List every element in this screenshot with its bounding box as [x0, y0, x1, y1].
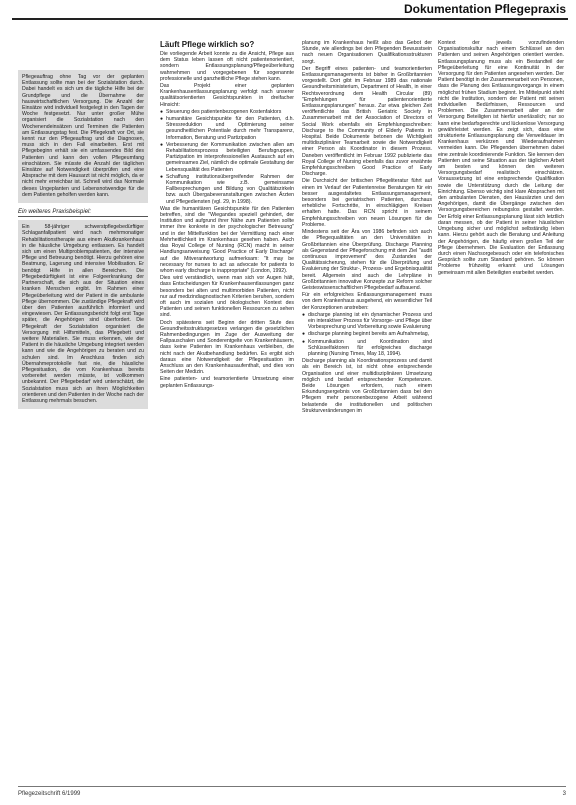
section-title: Dokumentation Pflegepraxis: [403, 2, 566, 16]
column-4: [438, 40, 564, 277]
info-box-2: [18, 220, 148, 409]
footer-source: Pflegezeitschrift 6/1999: [18, 791, 81, 797]
bullet-item: ● Steuerung des patientenbezogenen Kostenfaktors: [160, 109, 294, 115]
column-1: [18, 70, 148, 415]
box-2-text: Ein 58-jähriger schwerstpflegebedürftiger Schlaganfallpatient wird nach mehrmonatiger Rehabilitationstherapie aus einem Akutkrankenhaus in die häusliche Umgebung entlassen. Es handelt sich um einen Multiproblempatienten, der intensive Pflege und Betreuung benötigt. Hierzu gehören eine Beatmung, Lagerung und intensive Mobilisation. Er benötigt Hilfe in allen Bereichen. Die Pflegebedürftigkeit ist eine Folgeerkrankung der Partnerschaft, die sich aus der Situation eines kranken Menschen ergibt. Im Rahmen einer Pflegeüberleitung wird der Patient in die ambulante Pflege übernommen. Die zuständige Pflegekraft wird über den Patienten ausführlich informiert und eingewiesen. Der Entlassungsbericht folgt erst Tage später, die Angehörigen sind überfordert. Die Pflegekraft der Sozialstation organisiert die Versorgung mit Hilfsmitteln, das Pflegebett und weitere Materialien. Sie muss erkennen, wie der Patient in die häusliche Umgebung integriert werden kann und wie die Angehörigen zu beraten und zu schulen sind. Im Anschluss finden sich Übernahmeprotokolle fast nie, die häusliche Pflegesituation, die vom Krankenhaus bereits vorbereitet werden müsste, ist vollkommen unbekannt. Der Pflegebedarf wird unterschätzt, die Sozialstation muss sich an ihren Möglichkeiten orientieren und den Patienten in der Woche nach der Entlassung mehrmals besuchen.: [22, 224, 144, 404]
column-2: [160, 40, 294, 390]
paragraph: Was die humanitären Gesichtspunkte für den Patienten betreffen, sind die "Wiegandes speziell gehindert, der Institution und aufgrund ihrer Nähe zum Patienten sollte immer ihre konkrete in der psychologischer Betreuung" und in der Mittelfunktion bei der Vermittlung nach einer Mehrheitlichkeit im Krankenhaus gesehen haben. Auch das Royal College of Nursing (RCN) macht in seiner Handlungsanweisung 'Good Practice of Early Discharge' auf die Mitverantwortung aufmerksam: "It may be necessary for nurses to act as advocate for patients to whom early discharge is inappropriate" (London, 1992).: [160, 205, 294, 274]
bullet-item: ● Schaffung institutionsübergreifender Rahmen der Kommunikation wie z.B. gemeinsame Fallbesprechungen und Bildung von Qualitätszirkeln bzw. auch Übergabeveranstaltungen zwischen Ärzten und Pflegediensten (vgl. 29, in 1998).: [160, 174, 294, 205]
bullet-item: ● Verbesserung der Kommunikation zwischen allen am Rehabilitationsprozess beteiligten Berufsgruppen, Partizipation im interprofessionellen Austausch auf ein gemeinsames Ziel, nämlich die optimale Gestaltung der Lebensqualität des Patienten: [160, 142, 294, 173]
paragraph: Für ein erfolgreiches Entlassungsmanagement muss von dem Krankenhaus ausgehend, ein wesentlicher Teil der Konzeptionen anstreben:: [302, 292, 432, 311]
paragraph: Das Projekt einer geplanten Krankenhausentlassungsplanung verfolgt nach unserer qualitätsorientierten Gesichtspunkten in dreifacher Hinsicht:: [160, 83, 294, 108]
paragraph: Die vorliegende Arbeit konnte zu die Ansicht, Pflege aus dem Status leben lassen oft nicht patientenorientiert, sondern Entlassungsplanung/Pflegeüberleitung wahrnehmen und vorgegebenen für sogenannte professionelle und ganzheitliche Pflege stehen kann.: [160, 51, 294, 82]
bullet-item: ● discharge planning beginnt bereits am Aufnahmetag,: [302, 331, 432, 337]
info-box-1: [18, 70, 148, 203]
box-1-text: Pflegeauftrag ohne Tag vor der geplanten Entlassung sollte man bei der Sozialstation durch. Dabei handelt es sich um die tägliche Hilfe bei der Grundpflege und die Übernahme der hauswirtschaftlichen Versorgung. Die Anzahl der Einsätze wird individuell festgelegt in den Tagen der Woche festgesetzt. Nur unter großer Mühe organisiert die Sozialstation nach den Wochenendeinsätzen und Terminen die Patienten am Entlassungstag fest. Die Pflegekraft vor Ort, sie kennt nur den Pflegeauftrag und die Diagnosen, muss sich in den Fall einarbeiten. Erst mit Pflegebeginn erhält sie ein umfassendes Bild des Patienten und kann den vollen Pflegeumfang einschätzen. Sie müsste die Anzahl der täglichen Einsätze auf Notwendigkeit überprüfen und eine Absprache mit dem Hausarzt ist nicht möglich, da er nicht mehr erreichbar ist. Schnell wird das Normale dieses Ungeplanten und Lebensnotwendige für die dem Patienten geholfen werden kann.: [22, 74, 144, 198]
bullet-item: ● humanitäre Gesichtspunkte für den Patienten, d.h. Stressreduktion und Optimierung seiner gesundheitlichen Potentiale durch mehr Transparenz, Information, Beratung und Partizipation: [160, 116, 294, 141]
bullet-item: ● discharge planning ist ein dynamischer Prozess und ein interaktiver Prozess für Vorsorge- und Pflege über Vorbesprechung und Vorbereitung sowie Evaluierung: [302, 312, 432, 331]
paragraph: Eine patienten- und teamorientierte Umsetzung einer geplanten Entlassungs-: [160, 376, 294, 389]
subheading: Ein weiteres Praxisbeispiel:: [18, 209, 148, 217]
column-3: [302, 40, 432, 415]
article-heading: Läuft Pflege wirklich so?: [160, 40, 255, 49]
paragraph: Doch spätestens seit Beginn der dritten Stufe des Gesundheitsstrukturgesetzes verlangen die gesetzlichen Rahmenbedingungen im Zuge der Ausweitung der Fallpauschalen und Sonderentgelte von Krankenhäusern, dass keine Patienten im Krankenhaus verbleiben, die nicht nach der Akutbehandlung bedürfen. Es ergibt sich daraus eine Notwendigkeit der Pflegesituation im Anschluss an den Krankenhausaufenthalt, und dies von Seiten der Medizin.: [160, 319, 294, 376]
header-rule: [12, 18, 568, 20]
paragraph: Dies wird verständlich, wenn man sich vor Augen hält, dass Entscheidungen für Krankenhausentlassungen ganz besonders bei alten und multimorbiden Patienten, nicht nur auf medizindiagnostischen Kriterien beruhen, sondern oft auch im sozialen und ökologischen Kontext des Patienten und seinen funktionellen Ressourcen zu sehen sind.: [160, 275, 294, 319]
paragraph: Discharge planning als Koordinationsprozess und damit als ein Bereich ist, ist nicht ohne entsprechende Organisation und einer multidisziplinären Umsetzung möglich und bedarf entsprechender Kompetenzen. Beide Lösungen erfordern, nach einem Erkundungsergebnis von Großbritannien dass bei den Pflegern mehr personenbezogene Arbeit während belastende die institutionellen und politischen Strukturveränderungen im: [302, 358, 432, 414]
paragraph: planung im Krankenhaus heißt also das Gebot der Stunde, wie allerdings bei den Pflegenden Bewusstsein nach neuen Organisationen Qualifikationsstrukturen sorgt.: [302, 40, 432, 65]
paragraph: Kontext der jeweils vorzufindenden Organisationskultur nach einem Schlüssel an den Patienten und seinen Angehörigen orientiert werden. Entlassungsplanung muss als ein Bestandteil der Pflegeüberleitung für eine Kontinuität in der Versorgung für den Patienten angesehen werden. Der Patient benötigt in der Zusammenarbeit von Personen, dass die Planung des Entlassungsvorgangs in einem möglichst frühen Stadium beginnt. Im Mittelpunkt steht nicht die Institution, sondern der Patient mit seinen individuellen Bedürfnissen, Ressourcen und Problemen. Die Zusammenarbeit aller an der Versorgung Beteiligten ist hierfür unerlässlich; nur so kann eine bedarfsgerechte und lückenlose Versorgung gewährleistet werden. Es zeigt sich, dass eine strukturierte Entlassungsplanung die Verweildauer im Krankenhaus verkürzen und Wiederaufnahmen vermeiden kann. Die Pflegenden übernehmen dabei eine zentrale koordinierende Funktion. Sie kennen den Patienten und seine Situation aus der täglichen Arbeit am besten und können den weiteren Versorgungsbedarf realistisch einschätzen. Voraussetzung ist eine entsprechende Qualifikation sowie die Unterstützung durch die Leitung der Einrichtung. Ebenso wichtig sind klare Absprachen mit den ambulanten Diensten, den Hausärzten und den Angehörigen, damit die Übergänge zwischen den Versorgungsbereichen reibungslos gestaltet werden. Der Erfolg einer Entlassungsplanung lässt sich letztlich daran messen, ob der Patient in seiner häuslichen Umgebung sicher und möglichst selbständig leben kann. Hierzu gehört auch die Beratung und Anleitung der Angehörigen, die häufig einen großen Teil der Pflege übernehmen. Die Evaluation der Entlassung durch einen Nachsorgebesuch oder ein telefonisches Gespräch sollte zum Standard gehören. So können Probleme frühzeitig erkannt und Lösungen gemeinsam mit allen Beteiligten erarbeitet werden.: [438, 40, 565, 276]
paragraph: Mindestens seit der Ära von 1986 befinden sich auch die Pflegequalitäten an den Universitäten in Großbritannien eine Überprüfung. Discharge Planning als Gegenstand der Pflegeforschung mit dem Ziel "audit continuous improvement" des Zustandes der Qualitätssicherung, stehen für die Überprüfung und Evaluierung der Struktur-, Prozess- und Ergebnisqualität bereit. Allgemein sind auch die Lehrpläne in Großbritannien innovative Konzepte zur Reform solcher Geisteswissenschaftlichen Pflegebedarf aufbauend.: [302, 229, 432, 291]
paragraph: Die Durchsicht der britischen Pflegeliteratur führt auf einen im Verlauf der Patientenreise Beratungen für ein besser ausgestaltetes Entlassungsmanagement, besonders bei geriatrischen Patienten, durchaus erhebliche Fortschritte, in einschlägigen Kreisen erhalten hatte. Das RCN spricht in seinem Empfehlungsschreiben von neuen Lösungen für die Probleme.: [302, 178, 432, 228]
paragraph: Der Begriff eines patienten- und teamorientierten Entlassungsmanagements ist bisher in Großbritannien vorgestellt. Dort gibt im Februar 1989 das nationale Gesundheitsministerium, Department of Health, in einer Rechtsverordnung dem Health Circular (89) "Empfehlungen für patientenorientierte Entlassungsplanungen" heraus. Zur etwa gleichen Zeit veröffentlichte das British Geriatric Society in Zusammenarbeit mit der Association of Directors of Social Work ebenfalls ein Empfehlungsschreiben: Discharge to the Community of Elderly Patients in Hospital. Beide Dokumente betonen die Wichtigkeit multidisziplinärer Teamarbeit sowie die Notwendigkeit einer Person als Koordinator in diesem Prozess. Daneben veröffentlicht im Februar 1992 publizierte das Royal College of Nursing ebenfalls das zuvor erwähnte Empfehlungsschreiben Good Practice of Early Discharge.: [302, 65, 432, 178]
page-number: 3: [562, 791, 566, 797]
footer-rule: [18, 786, 566, 787]
bullet-item: ● Kommunikation und Koordination sind Schlüsselfaktoren für erfolgreiches discharge planning (Nursing Times, May 18, 1994).: [302, 339, 432, 358]
